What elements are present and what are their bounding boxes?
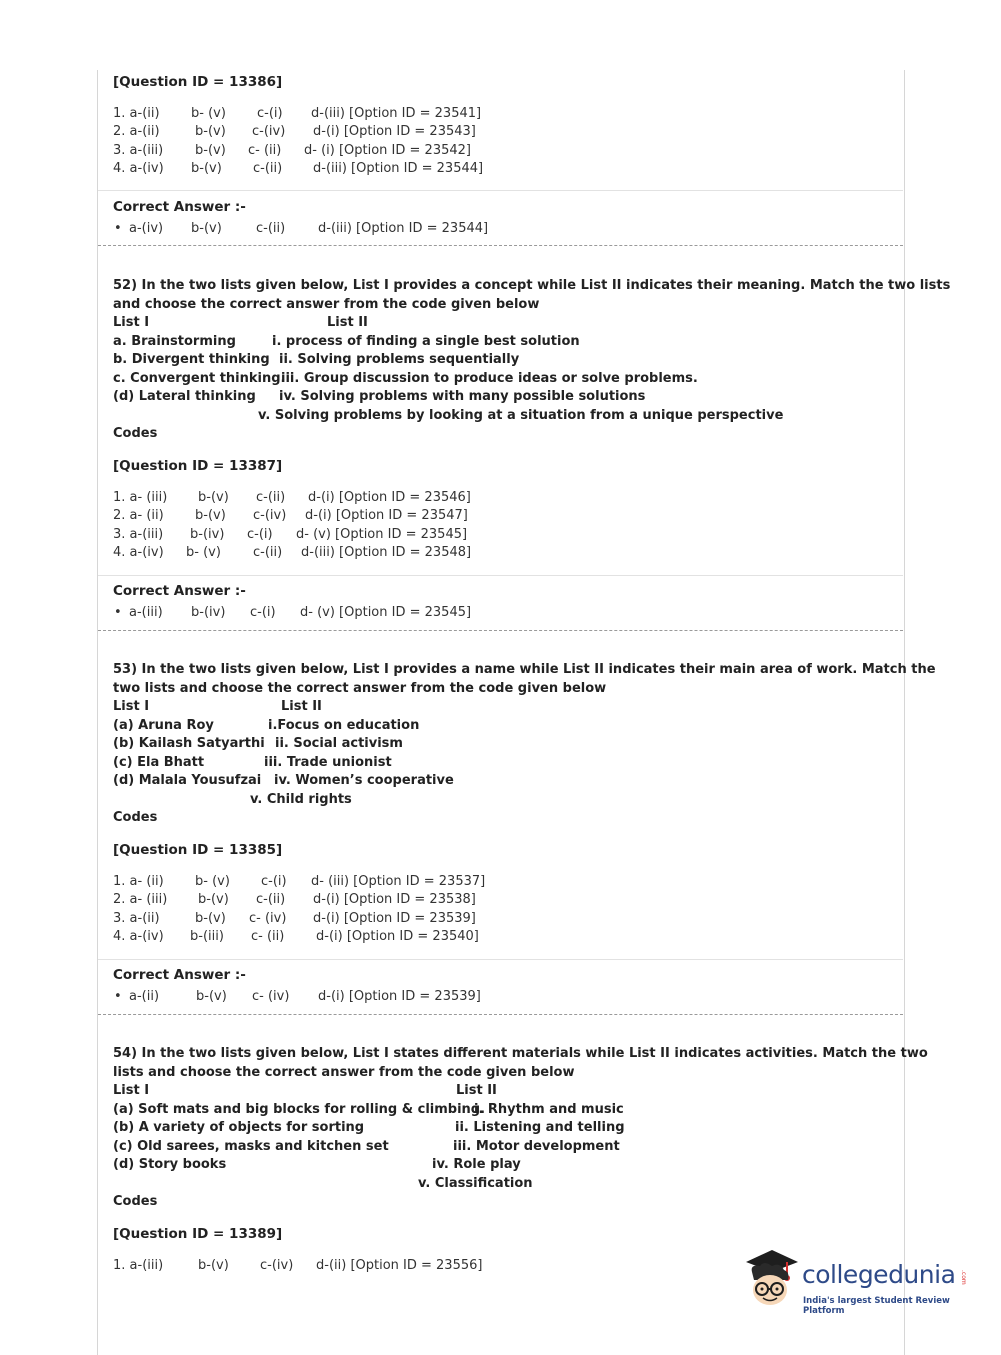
option-d: d-(iii) [Option ID = 23544]: [313, 161, 484, 176]
option-b: b- (v): [186, 545, 221, 560]
option-d: d- (iii) [Option ID = 23537]: [311, 874, 486, 889]
brand-tagline: India's largest Student Review Platform: [803, 1296, 950, 1316]
list2-item: ii. Solving problems sequentially: [279, 352, 520, 367]
list1-item: (c) Ela Bhatt: [113, 755, 205, 770]
option-b: b-(v): [191, 161, 222, 176]
section-divider: [98, 959, 903, 960]
option-b: b- (v): [195, 874, 230, 889]
option-c: c-(i): [261, 874, 287, 889]
correct-answer-title: Correct Answer :-: [113, 583, 246, 599]
section-divider: [98, 575, 903, 576]
option-d: d-(i) [Option ID = 23539]: [313, 911, 476, 926]
list2-item: i. Rhythm and music: [474, 1102, 624, 1117]
list1-item: a. Brainstorming: [113, 334, 236, 349]
list1-item: (d) Lateral thinking: [113, 389, 256, 404]
list2-item: ii. Listening and telling: [455, 1120, 625, 1135]
question-stem: 53) In the two lists given below, List I provides a name while List II indicates their main area of work. Match the: [113, 662, 936, 677]
list1-item: c. Convergent thinking.: [113, 371, 286, 386]
option-c: c-(ii): [253, 545, 283, 560]
list2-item: ii. Social activism: [275, 736, 403, 751]
correct-answer-title: Correct Answer :-: [113, 199, 246, 215]
option-c: c- (ii): [248, 143, 282, 158]
option-c: c-(iv): [252, 124, 286, 139]
list2-item: iv. Role play: [432, 1157, 521, 1172]
option-b: b-(v): [198, 490, 229, 505]
list1-item: (a) Aruna Roy: [113, 718, 214, 733]
list2-item: v. Child rights: [250, 792, 352, 807]
correct-a: a-(iv): [129, 221, 164, 236]
question-stem: and choose the correct answer from the code given below: [113, 297, 540, 312]
option-c: c- (ii): [251, 929, 285, 944]
mascot-icon: [742, 1248, 802, 1310]
list2-item: iv. Women’s cooperative: [274, 773, 454, 788]
option-b: b-(v): [195, 143, 226, 158]
option-b: b- (v): [191, 106, 226, 121]
list1-item: (b) Kailash Satyarthi: [113, 736, 265, 751]
list2-item: iii. Group discussion to produce ideas or solve problems.: [281, 371, 698, 386]
option-a: 4. a-(iv): [113, 545, 164, 560]
correct-d: d-(i) [Option ID = 23539]: [318, 989, 481, 1004]
correct-b: b-(v): [196, 989, 227, 1004]
option-a: 1. a-(iii): [113, 1258, 164, 1273]
list2-heading: List II: [327, 315, 368, 330]
option-c: c-(iv): [260, 1258, 294, 1273]
codes-label: Codes: [113, 1194, 158, 1209]
option-b: b-(v): [198, 892, 229, 907]
option-a: 1. a- (iii): [113, 490, 168, 505]
codes-label: Codes: [113, 810, 158, 825]
list2-item: iii. Motor development: [453, 1139, 620, 1154]
list1-heading: List I: [113, 699, 150, 714]
list2-item: v. Solving problems by looking at a situation from a unique perspective: [258, 408, 784, 423]
option-d: d-(i) [Option ID = 23547]: [305, 508, 468, 523]
list2-item: v. Classification: [418, 1176, 533, 1191]
section-divider: [98, 190, 903, 191]
option-d: d-(i) [Option ID = 23538]: [313, 892, 476, 907]
question-id: [Question ID = 13386]: [113, 74, 283, 90]
list1-item: b. Divergent thinking: [113, 352, 270, 367]
option-b: b-(iii): [190, 929, 224, 944]
list2-item: i. process of finding a single best solution: [272, 334, 580, 349]
correct-d: d-(iii) [Option ID = 23544]: [318, 221, 489, 236]
correct-c: c-(i): [250, 605, 276, 620]
question-stem: two lists and choose the correct answer from the code given below: [113, 681, 607, 696]
option-c: c-(iv): [253, 508, 287, 523]
correct-c: c-(ii): [256, 221, 286, 236]
option-d: d-(i) [Option ID = 23540]: [316, 929, 479, 944]
list2-heading: List II: [456, 1083, 497, 1098]
question-separator: [98, 245, 903, 246]
option-a: 4. a-(iv): [113, 929, 164, 944]
question-stem: lists and choose the correct answer from the code given below: [113, 1065, 575, 1080]
codes-label: Codes: [113, 426, 158, 441]
option-b: b-(v): [195, 911, 226, 926]
option-a: 1. a- (ii): [113, 874, 164, 889]
option-a: 3. a-(iii): [113, 527, 164, 542]
option-d: d-(ii) [Option ID = 23556]: [316, 1258, 483, 1273]
bullet-icon: •: [114, 989, 122, 1004]
list2-item: iv. Solving problems with many possible solutions: [279, 389, 646, 404]
option-d: d- (i) [Option ID = 23542]: [304, 143, 471, 158]
list1-heading: List I: [113, 1083, 150, 1098]
option-a: 3. a-(ii): [113, 911, 160, 926]
question-id: [Question ID = 13385]: [113, 842, 283, 858]
option-a: 4. a-(iv): [113, 161, 164, 176]
option-d: d-(iii) [Option ID = 23548]: [301, 545, 472, 560]
question-stem: 54) In the two lists given below, List I states different materials while List II indicates activities. Match the two: [113, 1046, 928, 1061]
option-a: 2. a-(ii): [113, 124, 160, 139]
bullet-icon: •: [114, 221, 122, 236]
option-c: c-(ii): [253, 161, 283, 176]
option-a: 3. a-(iii): [113, 143, 164, 158]
correct-c: c- (iv): [252, 989, 290, 1004]
list2-heading: List II: [281, 699, 322, 714]
question-stem: 52) In the two lists given below, List I provides a concept while List II indicates their meaning. Match the two lists: [113, 278, 951, 293]
correct-b: b-(iv): [191, 605, 226, 620]
list1-item: (d) Malala Yousufzai: [113, 773, 262, 788]
option-d: d- (v) [Option ID = 23545]: [296, 527, 468, 542]
option-b: b-(v): [195, 508, 226, 523]
question-separator: [98, 630, 903, 631]
option-b: b-(iv): [190, 527, 225, 542]
option-c: c-(i): [257, 106, 283, 121]
brand-name: collegedunia: [802, 1260, 956, 1289]
question-separator: [98, 1014, 903, 1015]
correct-a: a-(iii): [129, 605, 163, 620]
correct-d: d- (v) [Option ID = 23545]: [300, 605, 472, 620]
list1-item: (d) Story books: [113, 1157, 227, 1172]
brand-logo: [742, 1248, 972, 1318]
correct-answer-title: Correct Answer :-: [113, 967, 246, 983]
list2-item: i.Focus on education: [268, 718, 420, 733]
option-a: 2. a- (iii): [113, 892, 168, 907]
list1-item: (a) Soft mats and big blocks for rolling & climbing.: [113, 1102, 486, 1117]
brand-suffix: .com: [960, 1270, 967, 1285]
option-b: b-(v): [195, 124, 226, 139]
option-d: d-(iii) [Option ID = 23541]: [311, 106, 482, 121]
option-b: b-(v): [198, 1258, 229, 1273]
correct-b: b-(v): [191, 221, 222, 236]
option-d: d-(i) [Option ID = 23543]: [313, 124, 476, 139]
option-d: d-(i) [Option ID = 23546]: [308, 490, 471, 505]
question-id: [Question ID = 13387]: [113, 458, 283, 474]
bullet-icon: •: [114, 605, 122, 620]
list1-item: (c) Old sarees, masks and kitchen set: [113, 1139, 389, 1154]
question-id: [Question ID = 13389]: [113, 1226, 283, 1242]
list1-item: (b) A variety of objects for sorting: [113, 1120, 365, 1135]
option-a: 2. a- (ii): [113, 508, 164, 523]
option-c: c-(ii): [256, 490, 286, 505]
correct-a: a-(ii): [129, 989, 160, 1004]
option-c: c- (iv): [249, 911, 287, 926]
option-c: c-(ii): [256, 892, 286, 907]
list1-heading: List I: [113, 315, 150, 330]
list2-item: iii. Trade unionist: [264, 755, 392, 770]
option-c: c-(i): [247, 527, 273, 542]
option-a: 1. a-(ii): [113, 106, 160, 121]
